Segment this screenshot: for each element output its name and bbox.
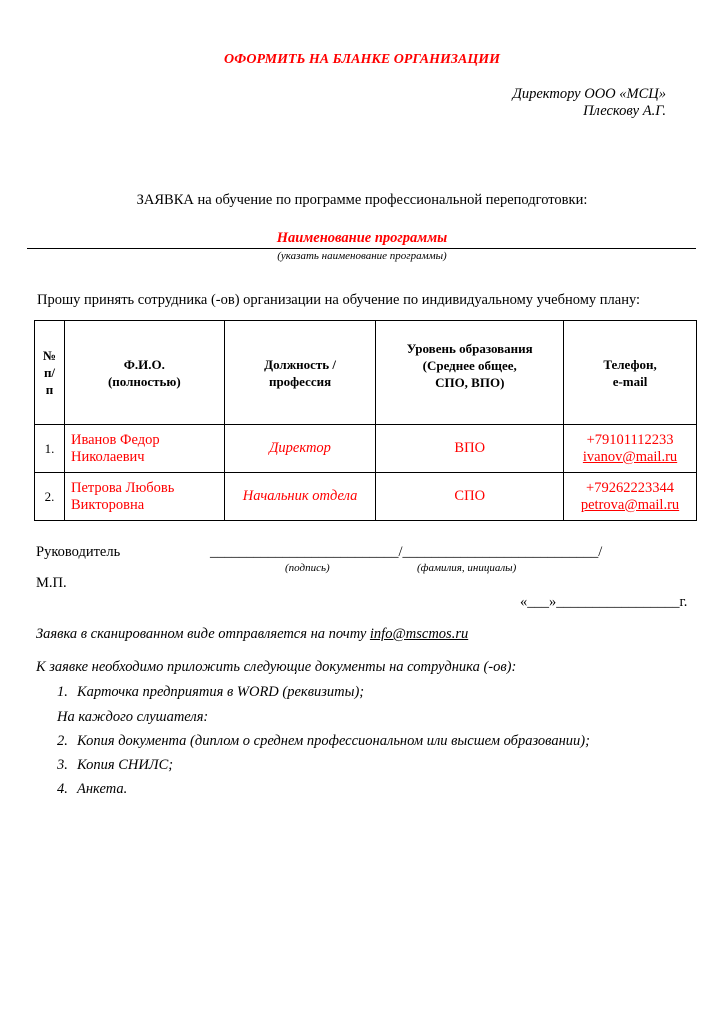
staff-table bbox=[34, 320, 697, 521]
row-contact[interactable] bbox=[564, 425, 697, 473]
header-phone-line1: Телефон, bbox=[603, 356, 657, 372]
signature-hint: (подпись) bbox=[285, 562, 330, 574]
program-underline bbox=[27, 248, 696, 249]
program-hint: (указать наименование программы) bbox=[277, 250, 447, 262]
header-education-line2: (Среднее общее, bbox=[422, 358, 517, 373]
list-item bbox=[57, 684, 364, 701]
header-position-line1: Должность / bbox=[264, 356, 336, 372]
row-fio-line1: Петрова Любовь bbox=[70, 479, 175, 496]
header-fio-line2: (полностью) bbox=[107, 373, 181, 389]
row-fio[interactable] bbox=[64, 425, 224, 473]
per-listener-label: На каждого слушателя: bbox=[57, 709, 209, 725]
header-num-line2: п/п bbox=[43, 365, 56, 397]
header-education-line1: Уровень образования bbox=[406, 341, 533, 356]
list-item bbox=[57, 757, 173, 774]
list-item-number: 4. bbox=[57, 781, 68, 797]
header-position bbox=[224, 321, 376, 425]
attachments-intro: К заявке необходимо приложить следующие документы на сотрудника (-ов): bbox=[36, 659, 517, 675]
header-fio-line1: Ф.И.О. bbox=[123, 356, 165, 372]
addressee-line-1: Директору ООО «МСЦ» bbox=[512, 86, 666, 102]
table-row bbox=[35, 473, 697, 521]
list-item-text: Копия документа (диплом о среднем профессиональном или высшем образовании); bbox=[77, 733, 590, 749]
list-item-text: Анкета. bbox=[77, 781, 128, 797]
header-phone bbox=[564, 321, 697, 425]
row-education[interactable]: ВПО bbox=[376, 425, 564, 473]
row-email-link[interactable]: ivanov@mail.ru bbox=[582, 448, 678, 465]
row-position[interactable]: Начальник отдела bbox=[224, 473, 376, 521]
list-item-number: 3. bbox=[57, 757, 68, 773]
row-num: 1. bbox=[35, 425, 65, 473]
row-fio[interactable] bbox=[64, 473, 224, 521]
list-item-number: 1. bbox=[57, 684, 68, 700]
header-num-line1: № bbox=[42, 348, 57, 363]
header-fio bbox=[64, 321, 224, 425]
row-email-link[interactable]: petrova@mail.ru bbox=[580, 496, 680, 513]
header-education-line3: СПО, ВПО) bbox=[435, 375, 505, 390]
stamp-label: М.П. bbox=[36, 575, 67, 591]
scan-email-link[interactable]: info@mscmos.ru bbox=[369, 626, 469, 642]
addressee-block bbox=[513, 86, 666, 120]
header-num bbox=[35, 321, 65, 425]
program-name[interactable]: Наименование программы bbox=[276, 230, 448, 246]
head-label: Руководитель bbox=[36, 544, 121, 560]
row-num: 2. bbox=[35, 473, 65, 521]
banner-notice: ОФОРМИТЬ НА БЛАНКЕ ОРГАНИЗАЦИИ bbox=[223, 52, 501, 67]
row-contact[interactable] bbox=[564, 473, 697, 521]
signature-line[interactable]: __________________________/___________________________/ bbox=[210, 544, 603, 560]
row-education[interactable]: СПО bbox=[376, 473, 564, 521]
row-fio-line2: Николаевич bbox=[70, 448, 145, 465]
row-position[interactable]: Директор bbox=[224, 425, 376, 473]
row-phone: +79101112233 bbox=[586, 431, 674, 448]
header-phone-line2: e-mail bbox=[612, 373, 648, 389]
row-fio-line2: Викторовна bbox=[70, 496, 145, 513]
document-title: ЗАЯВКА на обучение по программе профессиональной переподготовки: bbox=[136, 192, 588, 208]
list-item-text: Карточка предприятия в WORD (реквизиты); bbox=[77, 684, 365, 700]
list-item-number: 2. bbox=[57, 733, 68, 749]
table-header-row bbox=[35, 321, 697, 425]
list-item bbox=[57, 781, 127, 798]
list-item-text: Копия СНИЛС; bbox=[77, 757, 174, 773]
scan-note bbox=[36, 626, 468, 643]
row-phone: +79262223344 bbox=[586, 479, 674, 496]
name-hint: (фамилия, инициалы) bbox=[417, 562, 517, 574]
addressee-line-2: Плескову А.Г. bbox=[583, 103, 666, 119]
scan-note-text: Заявка в сканированном виде отправляется на почту bbox=[36, 626, 370, 642]
date-field[interactable]: «___»_________________г. bbox=[520, 594, 688, 610]
request-text: Прошу принять сотрудника (-ов) организации на обучение по индивидуальному учебному плану: bbox=[37, 292, 641, 308]
row-fio-line1: Иванов Федор bbox=[70, 431, 160, 448]
list-item bbox=[57, 733, 590, 750]
table-row bbox=[35, 425, 697, 473]
header-education bbox=[376, 321, 564, 425]
header-position-line2: профессия bbox=[268, 373, 332, 389]
